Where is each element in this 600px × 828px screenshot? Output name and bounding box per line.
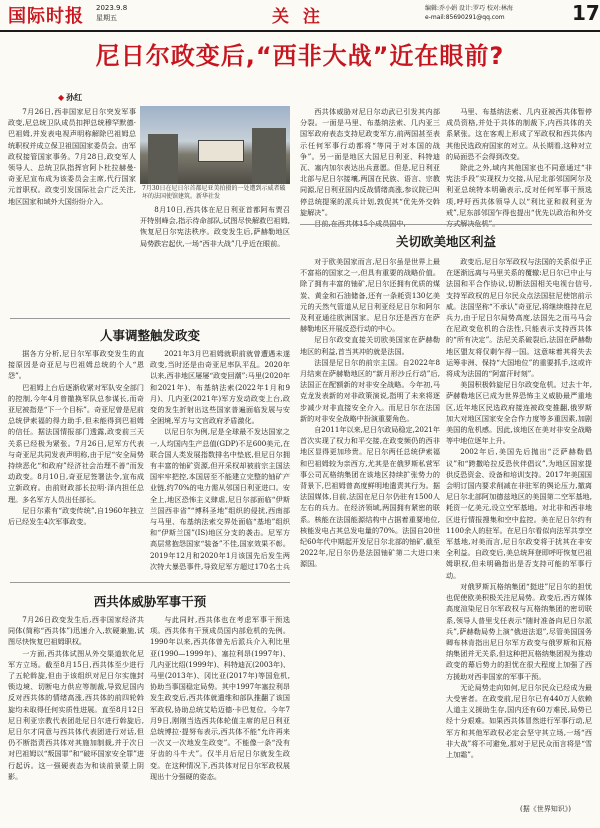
author-name: 孙红 [66,93,83,102]
section3-col-right [446,256,592,800]
section3-col-left [300,256,440,800]
paragraph: 对俄罗斯瓦格纳集团“挺进”尼日尔的担忧也促使欧美积极关注尼局势。政变后,西方媒体高度渲染尼日尔军政权与瓦格纳集团的密切联系,领导人普里戈任表示“随时准备向尼日尔派兵”,萨赫勒局势上演“俄进法退”,尽管美国国务卿布林肯指出尼日尔军方政变与俄罗斯和瓦格纳集团并无关系,但这种把瓦格纳集团视为推动政变的幕后势力的担忧在很大程度上加强了西方援助对西非国家的军事干预。 [446,581,592,681]
section1-col-left [8,348,144,572]
photo-sign [198,140,244,162]
paragraph: 2002年后,美国先后抛出“泛萨赫勒倡议”和“跨撒哈拉反恐伙伴倡议”,为地区国家提供反恐资金、设备和培训支持。2017年美国国会明订国内要求削减在非驻军的舆论压力,撤离尼日尔北部阿加德兹地区的美国第二空军基地,耗资一亿美元,设立空军基地。对北非和西非地区进行情报搜集和空中监控。美在尼日尔约有1100余人的驻军。在尼日尔看似向法军共享空军基地,对美而言,尼日尔政变将于扰其在非安全利益。自政变后,美总统拜登即呼吁恢复巴祖姆职权,但未明确指出是否支持可能的军事行动。 [446,447,592,580]
page-number: 17 [572,1,600,25]
issue-date [96,3,127,23]
paragraph: 尼日尔素有“政变传统”,自1960年独立后已经发生4次军事政变。 [8,505,144,527]
paragraph: 除此之外,域内其他国家也不同意通过“非宪法手段”实现权力交接,从尼北部邻国阿尔及利亚总统特本明确表示,反对任何军事干预选项,呼吁西共体领导人以“利比亚和叙利亚为戒”,尼东部邻国乍得也提出“优先以政治和外交 [446,163,592,217]
paragraph: 以尼日尔为例,尼是全球最不发达国家之一,人均国内生产总值(GDP)不足600美元,在联合国人类发展指数排名中垫底,但尼日尔拥有丰富的铀矿资源,但开采权却被前宗主国法国牢牢把控,本国居至不能建立完整的铀矿产业链,约70%的电力需从邻国日利亚进口。安全上,地区恐怖主义肆虐,尼日尔部面临“伊斯兰国西非省”“博科圣地”组织的侵扰,西南部与马里、布基纳法索交界处面临“基地”组织和“伊斯兰国”(IS)地区分支的袭击。尼军方高层常抱怨国家“装备”不佳,国家效果不彰。2019年12月和2020年1月该国先后发生两次特大暴恐事件,导致尼军方超过170名士兵 [150,427,290,571]
paragraph: 2021年3月巴祖姆就职前就曾遭遇未遂政变,当时还是由奇亚尼率队平乱。2020年以来,西非地区屡屡“政变回潮”:马里(2020年和2021年)、布基纳法索(2022年1月和9月)、几内亚(2021年)军方发动政变上台,政变的发生折射出这些国家普遍面临发展与安全困境,军方与文官政府矛盾激化。 [150,349,290,426]
masthead [0,0,600,32]
issue-date-text: 2023.9.8 [96,4,128,12]
byline [58,92,82,103]
section1-col-right [150,348,290,572]
news-photo [140,106,290,184]
paragraph: 一方面,西共体试图从外交渠道软化尼军方立场。截至8月15日,西共体至少进行了五轮斡旋,但由于该组织对尼日尔实施封锁边境、切断电力供应等制裁,导致尼国内反对西共体的情绪高涨,西共体的前四轮斡旋均未取得任何实质性进展。直至8月12日尼日利亚宗教代表团赴尼日尔进行斡旋后,尼日尔才同意与西共体代表团进行对话,但仍不断指责西共体对其施加制裁,并于次日对巴祖姆以“叛国罪”和“破坏国家安全罪”进行起诉。这一强硬表态为和谈前景蒙上阴影。 [8,648,144,781]
intro-paragraph: 7月26日,西非国家尼日尔突发军事政变,尼总统卫队成员扣押总统穆罕默德·巴祖姆,并发表电视声明称解除巴祖姆总统职权并成立保卫祖国国家委员会。由军政权接管国家事务。7月28日,政变军人领导人、总统卫队指挥官阿卜杜拉赫曼·奇亚尼宣布成为该委员会主席,代行国家元首职权。政变引发国际社会广泛关注,地区国家和域外大国纷纷介入。 [8,107,136,206]
paragraph: 对于欧美国家而言,尼日尔虽是世界上最不富裕的国家之一,但具有重要的战略价值。除了拥有丰富的铀矿,尼日尔还拥有优质的煤炭、黄金和石油储备,还有一条耗资130亿美元的天然气管道从尼日利亚经尼日尔和阿尔及利亚通往欧洲国家。尼日尔还是西方在萨赫勒地区开展反恐行动的中心。 [300,257,440,334]
newspaper-logo: 国际时报 [8,6,84,27]
section2-col-left [8,614,144,822]
paragraph: 马里、布基纳法索、几内亚被西共体暂停成员资格,并处于共体的制裁下,内西共体的关系紧张。这在客观上形成了军政权和西共体内其他民选政府国家的对立。从长期看,这种对立的局面恐不会得到改变。 [446,107,592,161]
intro-column [8,106,136,320]
article-headline: 尼日尔政变后,“西非大战”近在眼前? [95,42,505,70]
paragraph: 7月26日政变发生后,西非国家经济共同体(简称“西共体”)迅速介入,软硬兼施,试图尽快恢复巴祖姆职权。 [8,615,144,647]
issue-weekday: 星期五 [96,14,117,22]
photo-caption: 7月30日在尼日尔首都尼亚美拍摄的一处遭到示威者破坏的法国使馆建筑。新华社发 [142,185,286,200]
section2-col-right [150,614,290,822]
editor-credits [425,4,513,22]
paragraph: 法国是尼日尔的前宗主国。自2022年8月结束在萨赫勒地区的“新月形沙丘行动”后,法国正在配额新的对非安全战略。今年初,马克龙发表新的对非政策演说,指明了未来将逐步减少对非直接安全介入。而尼日尔在法国新的对非安全战略中扮演重要角色。 [300,357,440,423]
intro-column-continued [140,204,290,316]
paragraph: 西共体威胁对尼日尔动武已引发其内部分裂。一面是马里、布基纳法索、几内亚三国军政府表态支持尼政变军方,前两国甚至表示任何军事行动都将“等同于对本国的战争”。另一面是地区大国尼日利亚、科特迪瓦、塞内加尔表达出兵意愿。但是,尼日利亚北部与尼日尔接壤,两国在民族、语言、宗教同源,尼日利亚国内反战情绪高涨,参议院已叫停总统提案的派兵计划,敦促其“优先外交斡旋解决”。 [300,107,440,217]
bullet-icon: ◆ [58,93,65,102]
intro-paragraph: 8月10日,西共体在尼日利亚首都阿布贾召开特别峰会,指示待命部队,试图尽快解救巴祖姆,恢复尼日尔宪法秩序。政变发生后,萨赫勒地区局势跌宕起伏,一场“西非大战”几乎近在眼前。 [140,205,290,248]
paragraph: 自2011年以来,尼日尔政局稳定,2021年首次实现了权力和平交接,在政变频仍的西非地区显得更加珍贵。尼日尔两任总统伊索福和巴祖姆较为亲西方,尤其是在俄罗斯私营军事公司瓦格纳集团在该地区持续扩张势力的背景下,巴祖姆曾高度鲜明地遣责其行为。据法国媒体,目前,法国在尼日尔仍驻有1500人左右的兵力。在经济领域,两国拥有紧密的联系。核能在法国能源结构中占据着重要地位,核能发电占其总发电量的70%。法国自20世纪60年代中期起开发尼日尔北部的铀矿,截至2022年,尼日尔仍是法国铀矿第二大进口来源国。 [300,425,440,569]
paragraph: 巴祖姆上台后逐渐收紧对军队安全部门的控制,今年4月曾撤换军队总参谋长,而奇亚尼被指是“下一个目标”。奇亚尼曾是尼前总统伊索福的得力助手,但未能得到巴祖姆的信任。据法国情报部门透露,政变前三天关系已经极为紧张。7月26日,尼军方代表与奇亚尼共同发表声明称,由于尼“安全局势持续恶化“和政府”经济社会治理不善“而发动政变。8月10日,奇亚尼签署法令,宣布成立新政府。由前财政部长拉明·泽内担任总理。多名军方人员出任部长。 [8,382,144,504]
editor-email: e-mail:85690291@qq.com [425,14,505,21]
subhead-ecowas: 西共体威胁军事干预 [93,594,207,609]
paragraph: 政变后,尼日尔军政权与法国的关系似乎正在逐渐远离与马里关系的覆辙:尼日尔已中止与法国和平合作协议,切断法国相关电视台信号,支持军政权的尼日尔民众点法国驻尼使馆前示威。法国坚称“不承认”奇亚尼,将继续维持在尼兵力,由于尼日尔局势高度,法国先之而马马会在尼政变危机的合法性,只能表示支持西共体的“所有决定”。法尼关系破裂后,法国在萨赫勒地区盟友将仅剩乍得一国。这意味着其将失去运筹非洲、保持“大国地位”的重要抓手,这或许将成为法国的“阿富汗时刻”。 [446,257,592,379]
subhead-personnel: 人事调整触发政变 [99,328,200,343]
subhead-west-interests: 关切欧美地区利益 [395,234,496,249]
article-source: (据《世界知识》) [520,805,571,813]
section-title: 关 注 [272,7,324,27]
paragraph: 尼日尔政变直接关切欧美国家在萨赫勒地区的利益,首当其冲的就是法国。 [300,335,440,356]
paragraph: 据各方分析,尼日尔军事政变发生的直接原因是奇亚尼与巴祖姆总统的个人“恩怨”。 [8,349,144,381]
editor-names: 编辑:乔小娟 设计:罗巧 校对:林海 [425,5,513,12]
paragraph: 美国积极斡旋尼日尔政变危机。过去十年,萨赫勒地区已成为世界恐怖主义威胁最严重地区,近年地区民选政府接连被政变推翻,俄罗斯加大对地区国家安全合作力度等多重因素,加剧美国的危机感。因此,该地区在美对非安全战略等中地位逐年上升。 [446,380,592,446]
paragraph: 与此同时,西共体也在考虑军事干预选项。西共体有干预成员国内部危机的先例。1990年以来,西共体曾先后派兵介入利比里亚(1990—1999年)、塞拉利昂(1997年)、几内亚比绍(1999年)、科特迪瓦(2003年)、马里(2013年)、冈比亚(2017年)等国危机,协助当事国稳定局势。其中1997年塞拉利昂发生政变后,西共体就遣维和部队推翻了该国军政权,协助总统艾哈迈德·卡巴复位。今年7月9日,刚刚当选西共体轮值主席的尼日利亚总统博拉·提努布表示,西共体不能“允许再来一次又一次地发生政变”。不能像一条“没有牙齿的斗牛犬”。仅半月后尼日尔就发生政变。在这种情况下,西共体对尼日尔军政权展现出十分强硬的姿态。 [150,615,290,781]
paragraph: 无论局势走向如何,尼日尔民众已经成为最大受害者。在政变前,尼日尔已有440万人依赖人道主义援助生存,国内还有60万难民,局势已经十分艰难。如果西共体冒然进行军事行动,尼军方和其他军政权必定会坚守其立场,一场“西非大战”将不可避免,那对于尼民众而言将是“雪上加霜”。 [446,682,592,759]
